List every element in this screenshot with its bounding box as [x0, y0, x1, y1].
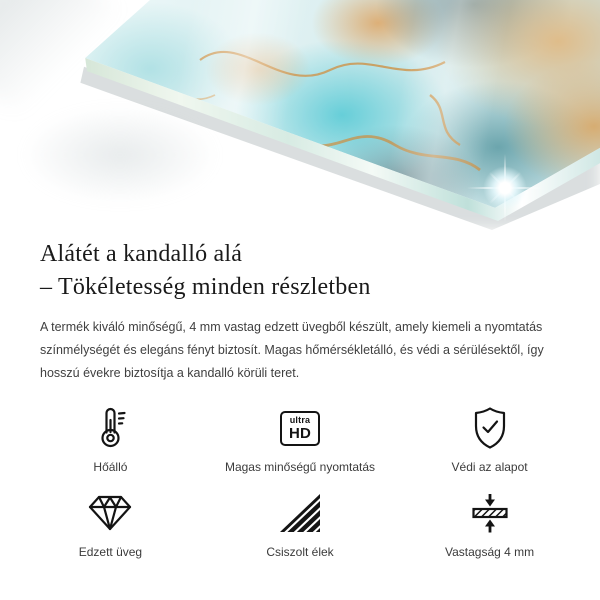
feature-protects-base: [407, 405, 572, 474]
feature-tempered-glass: [28, 490, 193, 559]
product-description: [40, 316, 560, 385]
title-line-1: Alátét a kandalló alá: [40, 241, 243, 267]
description-line: színmélységét és elegáns fényt biztosít. Magas hőmérsékletálló, és védi a sérülésektől, így: [40, 343, 544, 357]
feature-label: Csiszolt élek: [266, 545, 334, 559]
feature-grid: [0, 405, 600, 559]
feature-heat-resistant: [28, 405, 193, 474]
product-image: [0, 0, 600, 230]
feature-print-quality: [193, 405, 407, 474]
polished-edges-icon: [279, 490, 321, 536]
feature-label: Vastagság 4 mm: [444, 545, 535, 559]
title-line-2: – Tökéletesség minden részletben: [40, 274, 371, 300]
feature-label: Magas minőségű nyomtatás: [224, 460, 376, 474]
ultra-hd-icon: ultra HD: [280, 405, 320, 451]
diamond-icon: [86, 490, 134, 536]
feature-thickness: [407, 490, 572, 559]
text-block: [0, 230, 600, 385]
shield-check-icon: [470, 405, 510, 451]
description-line: hosszú évekre biztosítja a kandalló körüli teret.: [40, 366, 300, 380]
feature-label: Hőálló: [93, 460, 128, 474]
thermometer-icon: [93, 405, 127, 451]
page-title: [40, 238, 560, 304]
feature-label: Védi az alapot: [451, 460, 528, 474]
feature-label: Edzett üveg: [78, 545, 143, 559]
thickness-icon: [470, 490, 510, 536]
feature-polished-edges: [193, 490, 407, 559]
description-line: A termék kiváló minőségű, 4 mm vastag edzett üvegből készült, amely kiemeli a nyomtatás: [40, 320, 543, 334]
